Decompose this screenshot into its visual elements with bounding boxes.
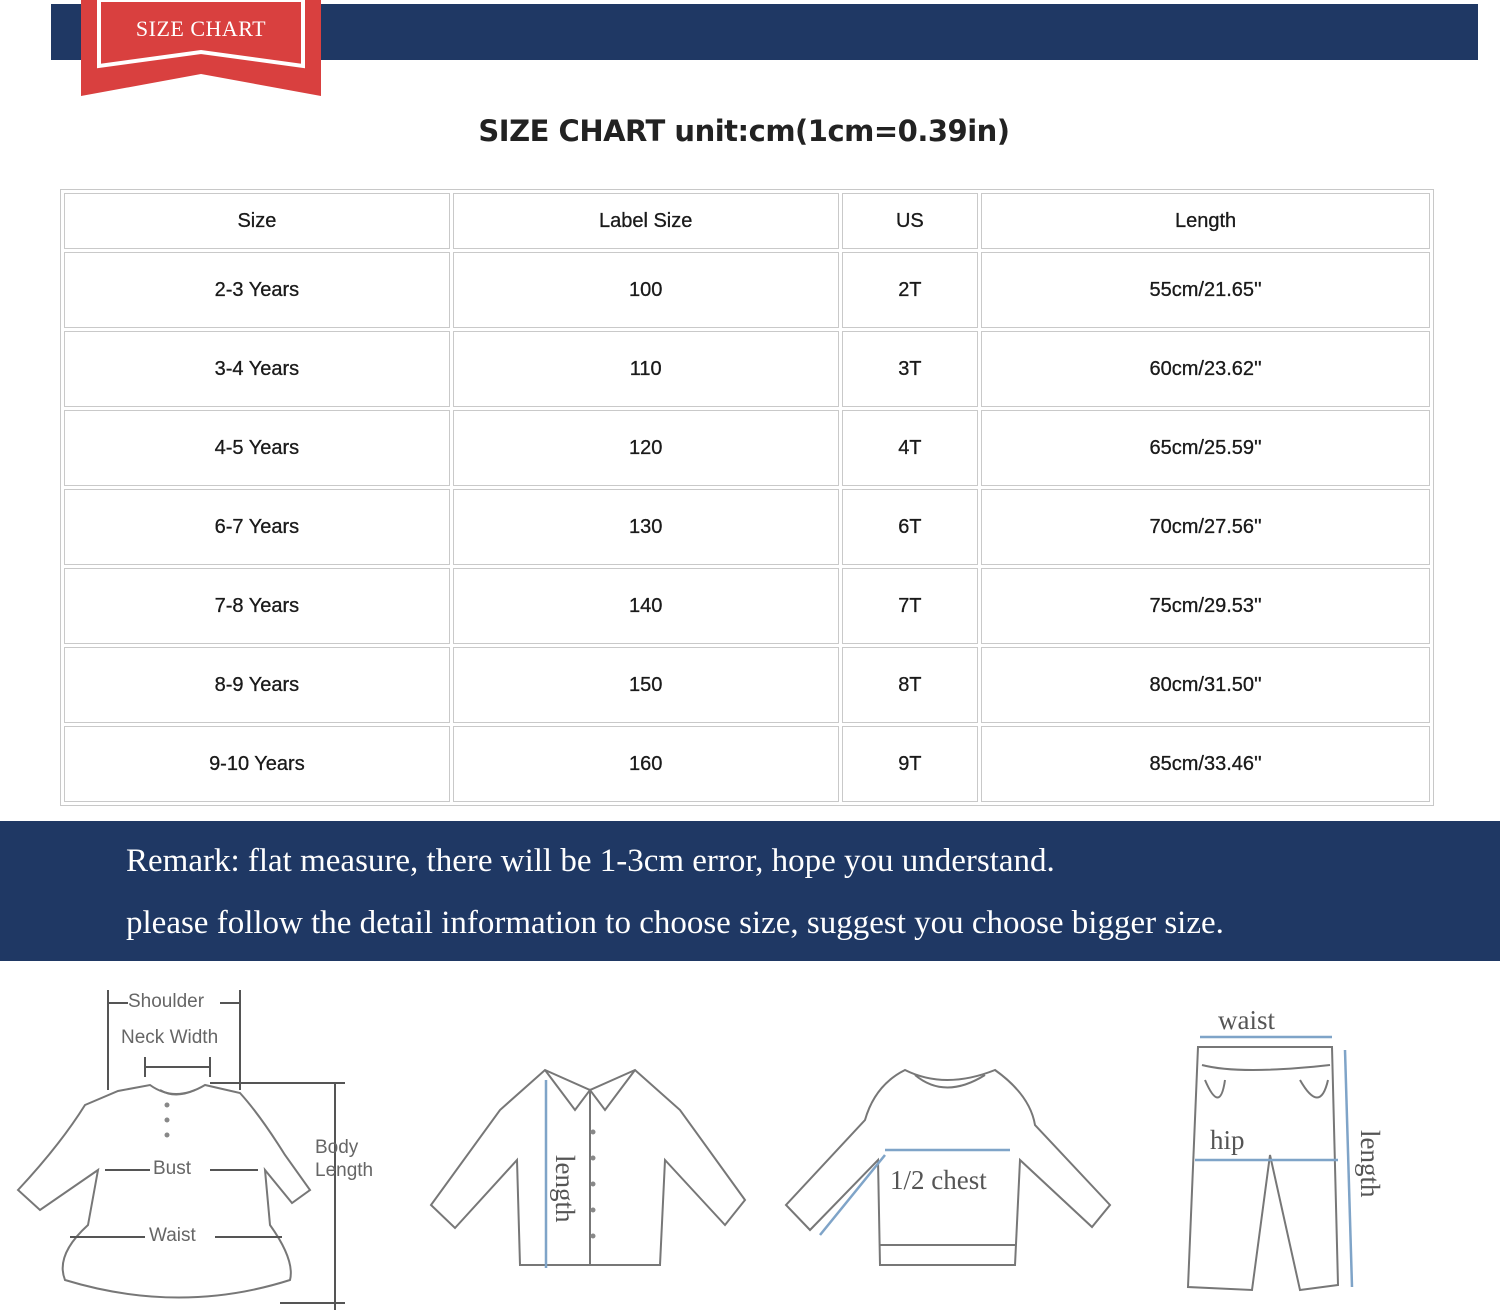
- waist-label: Waist: [149, 1225, 196, 1246]
- sweater-diagram: [780, 1065, 1120, 1275]
- table-cell: 6-7 Years: [64, 489, 450, 565]
- table-cell: 150: [453, 647, 839, 723]
- page-title: SIZE CHART unit:cm(1cm=0.39in): [478, 114, 1010, 148]
- table-cell: 8T: [842, 647, 979, 723]
- pants-waist-label: waist: [1218, 1005, 1275, 1035]
- table-row: [64, 647, 1430, 723]
- table-cell: 75cm/29.53'': [981, 568, 1430, 644]
- table-cell: 3-4 Years: [64, 331, 450, 407]
- shirt-outline-icon: [425, 1060, 755, 1270]
- remark-text: Remark: flat measure, there will be 1-3cm error, hope you understand.: [126, 843, 1055, 879]
- shirt-diagram: [425, 1060, 755, 1270]
- remark-text: please follow the detail information to choose size, suggest you choose bigger size.: [126, 905, 1224, 941]
- table-cell: 9-10 Years: [64, 726, 450, 802]
- shoulder-label: Shoulder: [128, 991, 205, 1012]
- table-cell: 8-9 Years: [64, 647, 450, 723]
- table-cell: 130: [453, 489, 839, 565]
- table-row: [64, 410, 1430, 486]
- table-row: [64, 568, 1430, 644]
- hip-label: hip: [1210, 1125, 1245, 1155]
- table-cell: 4-5 Years: [64, 410, 450, 486]
- table-cell: 120: [453, 410, 839, 486]
- table-cell: 60cm/23.62'': [981, 331, 1430, 407]
- badge-ribbon-icon: [81, 0, 321, 96]
- table-cell: 65cm/25.59'': [981, 410, 1430, 486]
- table-cell: 70cm/27.56'': [981, 489, 1430, 565]
- table-cell: 100: [453, 252, 839, 328]
- table-cell: 7-8 Years: [64, 568, 450, 644]
- column-header: US: [842, 193, 979, 249]
- table-cell: 55cm/21.65'': [981, 252, 1430, 328]
- table-cell: 140: [453, 568, 839, 644]
- pants-diagram: [1180, 1005, 1400, 1300]
- table-cell: 110: [453, 331, 839, 407]
- table-cell: 4T: [842, 410, 979, 486]
- size-table: [60, 189, 1434, 806]
- table-row: [64, 331, 1430, 407]
- table-cell: 160: [453, 726, 839, 802]
- table-cell: 3T: [842, 331, 979, 407]
- table-cell: 85cm/33.46'': [981, 726, 1430, 802]
- table-row: [64, 726, 1430, 802]
- pants-length-label: length: [1355, 1130, 1385, 1198]
- table-cell: 2-3 Years: [64, 252, 450, 328]
- column-header: Label Size: [453, 193, 839, 249]
- table-cell: 2T: [842, 252, 979, 328]
- shirt-length-label: length: [550, 1155, 580, 1223]
- table-row: [64, 252, 1430, 328]
- column-header: Size: [64, 193, 450, 249]
- body-length-label: Body: [315, 1137, 359, 1158]
- chest-label: 1/2 chest: [890, 1165, 987, 1195]
- table-cell: 80cm/31.50'': [981, 647, 1430, 723]
- table-row: [64, 489, 1430, 565]
- bust-label: Bust: [153, 1158, 192, 1179]
- table-cell: 6T: [842, 489, 979, 565]
- column-header: Length: [981, 193, 1430, 249]
- table-header-row: [64, 193, 1430, 249]
- remark-banner: [0, 821, 1500, 961]
- size-chart-badge: [81, 0, 321, 96]
- table-cell: 7T: [842, 568, 979, 644]
- body-length-label: Length: [315, 1160, 374, 1181]
- dress-diagram: [10, 985, 390, 1310]
- table-cell: 9T: [842, 726, 979, 802]
- neck-width-label: Neck Width: [121, 1027, 219, 1048]
- badge-label: SIZE CHART: [135, 16, 267, 41]
